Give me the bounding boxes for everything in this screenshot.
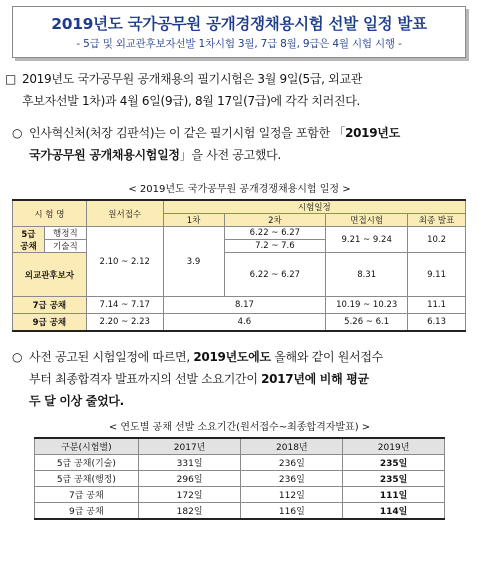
duration-text-2: 부터 최종합격자 발표까지의 선발 소요기간이: [29, 372, 262, 386]
table-cell: 112일: [241, 487, 343, 503]
table-cell: 5급 공채(행정): [35, 471, 139, 487]
table-cell: 111일: [343, 487, 445, 503]
table-cell: 236일: [241, 455, 343, 471]
duration-bold-1: 2019년도에도: [193, 350, 271, 364]
header-interview: 면접시험: [326, 214, 408, 227]
title-box: [12, 6, 466, 58]
duration-header-2017: 2017년: [138, 438, 241, 455]
second-admin: 6.22 ~ 6.27: [224, 227, 326, 240]
announcement-text-2: 」을 사전 공고했다.: [179, 148, 281, 162]
announcement-bold-1: 2019년도: [345, 126, 400, 140]
table-cell: 296일: [138, 471, 241, 487]
header-second: 2차: [224, 214, 326, 227]
final-7: 11.1: [408, 297, 466, 314]
diplomat-label: 외교관후보자: [13, 253, 87, 297]
summary-line-2: 후보자선발 1차)과 4월 6일(9급), 8월 17일(7급)에 각각 치러진다.: [22, 94, 361, 108]
circle-bullet-icon: ○: [12, 350, 23, 364]
table-row: [35, 487, 445, 503]
second-diplomat: 6.22 ~ 6.27: [224, 253, 326, 297]
paragraph-announcement: [12, 122, 472, 166]
table-cell: 114일: [343, 503, 445, 520]
summary-line-1: 2019년도 국가공무원 공개채용의 필기시험은 3월 9일(5급, 외교관: [22, 72, 363, 86]
final-diplomat: 9.11: [408, 253, 466, 297]
paragraph-duration: [12, 346, 474, 412]
grade5-label: 5급 공채: [13, 227, 45, 253]
final-9: 6.13: [408, 314, 466, 331]
table-cell: 182일: [138, 503, 241, 520]
interview-9: 5.26 ~ 6.1: [326, 314, 408, 331]
paragraph-summary: [5, 68, 475, 112]
table-row: [35, 471, 445, 487]
table-cell: 235일: [343, 471, 445, 487]
circle-bullet-icon: ○: [12, 126, 23, 140]
exam-9: 4.6: [163, 314, 326, 331]
duration-bold-3: 두 달 이상 줄었다.: [29, 394, 124, 408]
table-cell: 7급 공채: [35, 487, 139, 503]
apply-5: 2.10 ~ 2.12: [86, 227, 163, 297]
duration-table-caption: < 연도별 공채 선발 소요기간(원서접수~최종합격자발표) >: [108, 422, 371, 433]
table-cell: 236일: [241, 471, 343, 487]
interview-5: 9.21 ~ 9.24: [326, 227, 408, 253]
duration-table: [34, 437, 445, 520]
grade9-label: 9급 공채: [13, 314, 87, 331]
apply-9: 2.20 ~ 2.23: [86, 314, 163, 331]
duration-text-1b: 올해와 같이 원서접수: [270, 350, 383, 364]
exam-7: 8.17: [163, 297, 326, 314]
final-5: 10.2: [408, 227, 466, 253]
schedule-table-caption: < 2019년도 국가공무원 공개경쟁채용시험 일정 >: [128, 184, 351, 195]
schedule-table: [12, 199, 466, 332]
duration-bold-2: 2017년에 비해 평균: [261, 372, 369, 386]
page-subtitle: - 5급 및 외교관후보자선발 1차시험 3월, 7급 8월, 9급은 4월 시험 시행 -: [76, 38, 402, 50]
header-final: 최종 발표: [408, 214, 466, 227]
first-5: 3.9: [163, 227, 224, 297]
table-cell: 235일: [343, 455, 445, 471]
duration-header-category: 구분(시험별): [35, 438, 139, 455]
duration-text-1: 사전 공고된 시험일정에 따르면,: [29, 350, 194, 364]
header-application: 원서접수: [86, 200, 163, 227]
grade7-label: 7급 공채: [13, 297, 87, 314]
table-row: [35, 455, 445, 471]
table-cell: 172일: [138, 487, 241, 503]
interview-diplomat: 8.31: [326, 253, 408, 297]
page-title: 2019년도 국가공무원 공개경쟁채용시험 선발 일정 발표: [51, 15, 427, 33]
table-cell: 9급 공채: [35, 503, 139, 520]
duration-header-2019: 2019년: [343, 438, 445, 455]
table-cell: 5급 공채(기술): [35, 455, 139, 471]
square-bullet-icon: □: [5, 72, 17, 86]
table-row: [35, 503, 445, 520]
header-schedule: 시험일정: [163, 200, 465, 214]
table-cell: 331일: [138, 455, 241, 471]
admin-label: 행정직: [44, 227, 86, 240]
tech-label: 기술직: [44, 240, 86, 253]
apply-7: 7.14 ~ 7.17: [86, 297, 163, 314]
second-tech: 7.2 ~ 7.6: [224, 240, 326, 253]
announcement-bold-2: 국가공무원 공개채용시험일정: [29, 148, 180, 162]
header-exam-name: 시 험 명: [13, 200, 87, 227]
header-first: 1차: [163, 214, 224, 227]
duration-header-2018: 2018년: [241, 438, 343, 455]
table-cell: 116일: [241, 503, 343, 520]
interview-7: 10.19 ~ 10.23: [326, 297, 408, 314]
announcement-text-1: 인사혁신처(처장 김판석)는 이 같은 필기시험 일정을 포함한 「: [29, 126, 346, 140]
